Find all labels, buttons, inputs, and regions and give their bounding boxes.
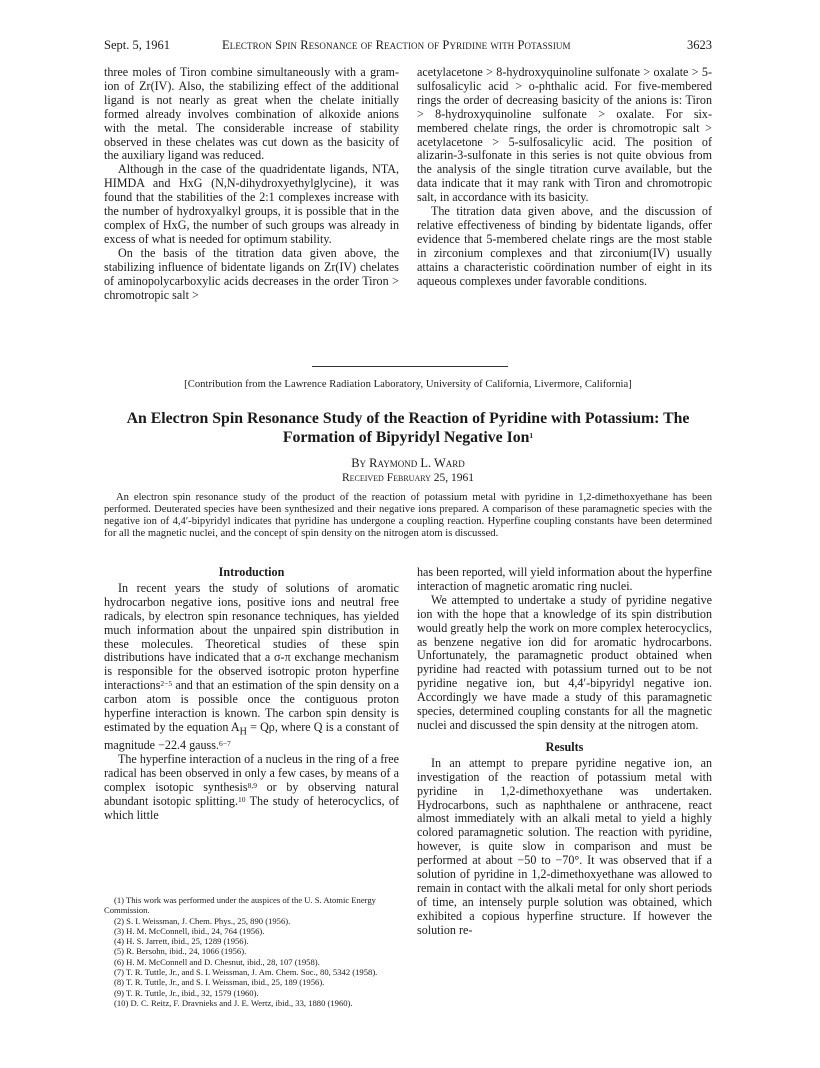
text-run: and that an estimation of the spin density on a carbon atom is possible once the contiguous proton hyperfine interaction is known. The carbon spin density is estimated by the equation A [104,678,399,734]
running-header [104,38,712,56]
footnote: (4) H. S. Jarrett, ibid., 25, 1289 (1956). [114,936,249,947]
article-title [104,409,712,447]
paragraph: On the basis of the titration data given above, the stabilizing influence of bidentate ligands on Zr(IV) chelates of aminopolycarboxylic acids decreases in the order Tiron > chromotropic salt > [104,245,399,302]
footnote: (3) H. M. McConnell, ibid., 24, 764 (1956). [114,925,265,936]
footnote: (7) T. R. Tuttle, Jr., and S. I. Weissman, J. Am. Chem. Soc., 80, 5342 (1958). [114,967,378,978]
footnote: (10) D. C. Reitz, F. Dravnieks and J. E. Wertz, ibid., 33, 1880 (1960). [114,997,353,1008]
title-footnote-marker: 1 [529,431,534,440]
article-right-column [417,566,712,938]
text-run: or by observing natural abundant isotopic splitting. [104,780,399,808]
previous-article-right-column [417,66,712,289]
citation-marker: 10 [238,794,246,804]
section-divider [312,366,508,367]
text-run: The hyperfine interaction of a nucleus in the ring of a free radical has been observed in only a few cases, by means of a complex isotopic synthesis [104,752,399,794]
subscript: H [239,726,247,738]
introduction-heading: Introduction [218,565,285,579]
paragraph: acetylacetone > 8-hydroxyquinoline sulfonate > oxalate > 5-sulfosalicylic acid > o-phthalic acid. For five-membered rings the order of decreasing basicity of the anions is: Tiron > 8-hydroxyquinoline sulfonate > oxalate. For six-membered chelate rings, the order is chromotropic salt > acetylacetone > 5-sulfosalicylic acid. The position of alizarin-3-sulfonate in this series is not quite obvious from the analysis of the single titration curve available, but the data indicate that it may rank with Tiron and chromotropic salt, in accordance with its basicity. [417,65,712,205]
paragraph: We attempted to undertake a study of pyridine negative ion with the hope that a knowledge of its spin distribution would greatly help the work on more complex heterocyclics, as benzene negative ion did for aromatic hydrocarbons. Unfortunately, the paramagnetic product obtained when pyridine had reacted with potassium turned out to be not pyridine negative ion, but 4,4′-bipyridyl negative ion. Accordingly we have made a study of this paramagnetic species, determined coupling constants for all the magnetic nuclei and discussed the spin density at the nitrogen atom. [417,592,712,732]
footnote: (6) H. M. McConnell and D. Chesnut, ibid., 28, 107 (1958). [114,956,320,967]
footnotes [104,895,399,1008]
citation-marker: 6−7 [218,739,231,749]
footnote: (5) R. Bersohn, ibid., 24, 1066 (1956). [114,946,247,957]
text-run: In recent years the study of solutions of aromatic hydrocarbon negative ions, positive ions and neutral free radicals, by electron spin resonance techniques, has yielded much information about the unpaired spin distribution in these molecules. Theoretical studies of these spin distributions have indicated that a σ-π exchange mechanism is responsible for the observed isotropic proton hyperfine interactions [104,580,399,693]
citation-marker: 2−5 [160,679,173,689]
footnote: (9) T. R. Tuttle, Jr., ibid., 32, 1579 (1960). [114,987,259,998]
paragraph: three moles of Tiron combine simultaneously with a gram-ion of Zr(IV). Also, the stabilizing effect of the additional ligand is not nearly as great when the chelate initially formed already involves combination of alkoxide anions with the metal. The considerable increase of stability observed in these chelates was cut down as the basicity of the auxiliary ligand was reduced. [104,65,399,163]
abstract [104,492,712,540]
citation-marker: 8,9 [247,781,257,790]
title-line-2-text: Formation of Bipyridyl Negative Ion [282,429,530,446]
paragraph: The titration data given above, and the discussion of relative effectiveness of binding by bidentate ligands, offer evidence that 5-membered chelate rings are the most stable in zirconium complexes and that zirconium(IV) usually attains a characteristic coördination number of eight in its aqueous complexes under favorable conditions. [417,204,712,288]
results-heading: Results [545,739,584,754]
text-run: = Qρ, where Q is a constant of magnitude −22.4 gauss. [104,719,400,753]
previous-article-left-column [104,66,399,302]
header-running-title: Electron Spin Resonance of Reaction of Pyridine with Potassium [222,38,571,52]
title-line-1: An Electron Spin Resonance Study of the Reaction of Pyridine with Potassium: The [126,410,690,427]
header-date: Sept. 5, 1961 [104,38,170,52]
contribution-line: [Contribution from the Lawrence Radiation Laboratory, University of California, Livermore, California] [184,379,632,390]
paragraph: In an attempt to prepare pyridine negative ion, an investigation of the reaction of potassium metal with pyridine in 1,2-dimethoxyethane was undertaken. Hydrocarbons, such as naphthalene or anthracene, react almost immediately with an alkali metal to yield a highly colored paramagnetic solution. The reaction with pyridine, however, is quite slow in comparison and must be performed at about −50 to −70°. It was observed that if a solution of pyridine in 1,2-dimethoxyethane was allowed to remain in contact with the alkali metal for only short periods of time, an intensely purple solution was obtained, which exhibited a copious hyperfine structure. If however the solution re- [417,755,712,937]
title-line-2 [104,428,712,447]
footnote: (8) T. R. Tuttle, Jr., and S. I. Weissman, ibid., 25, 189 (1956). [114,977,325,988]
footnote: (1) This work was performed under the auspices of the U. S. Atomic Energy Commission. [104,895,376,916]
footnote: (2) S. I. Weissman, J. Chem. Phys., 25, 890 (1956). [114,915,291,926]
paragraph [104,753,399,823]
paragraph: Although in the case of the quadridentate ligands, NTA, HIMDA and HxG (N,N-dihydroxyethylglycine), it was found that the stabilities of the 2:1 complexes increase with the number of hydroxyalkyl groups, it is possible that in the complex of HxG, the number of such groups was already in excess of what is needed for optimum stability. [104,162,399,246]
author-line: By Raymond L. Ward [351,456,465,470]
header-page-number: 3623 [687,38,712,52]
article-left-column [104,566,399,823]
paragraph: has been reported, will yield information about the hyperfine interaction of magnetic aromatic ring nuclei. [417,565,712,593]
paragraph [104,582,399,753]
abstract-text: An electron spin resonance study of the product of the reaction of potassium metal with pyridine in 1,2-dimethoxyethane has been performed. Deuterated species have been synthesized and their negative ions prepared. A comparison of these paramagnetic species with the negative ion of 4,4′-bipyridyl indicates that pyridine has undergone a coupling reaction. Hyperfine coupling constants have been determined for all the magnetic nuclei, and the concept of spin density on the nitrogen atom is discussed. [104,492,712,539]
received-date: Received February 25, 1961 [341,472,475,484]
text-run: The study of heterocyclics, of which little [104,793,400,822]
